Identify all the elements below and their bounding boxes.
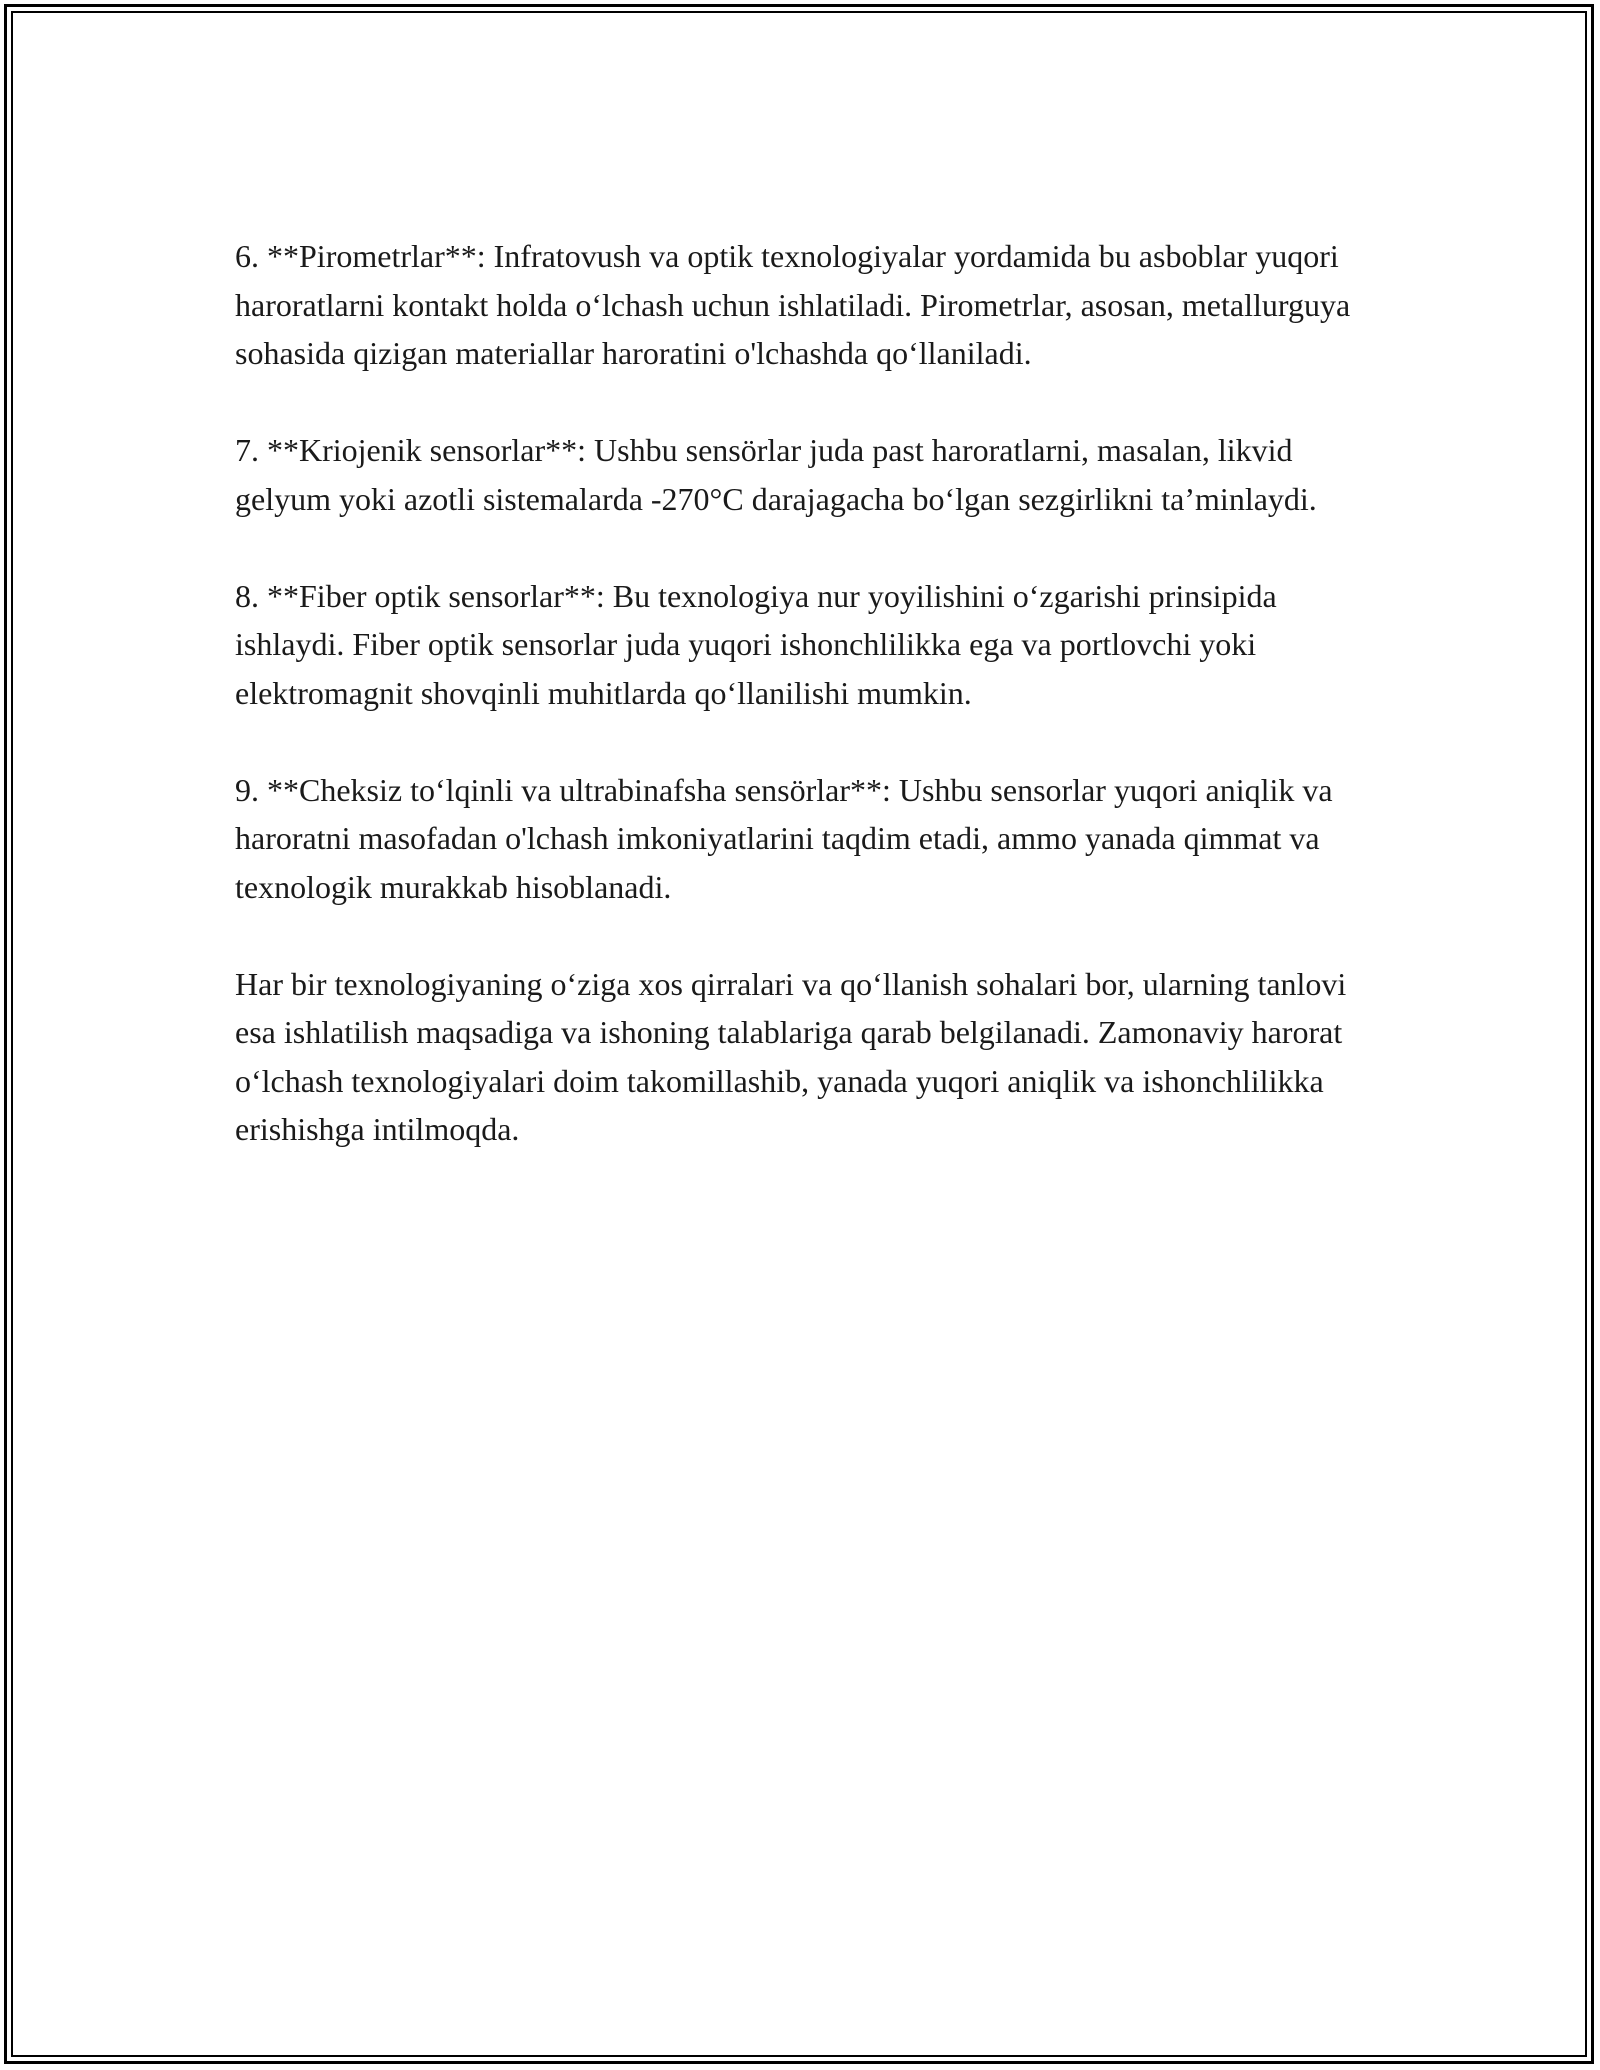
document-body bbox=[235, 232, 1375, 1202]
paragraph-infinite-wave-uv-sensors: 9. **Cheksiz to‘lqinli va ultrabinafsha sensörlar**: Ushbu sensorlar yuqori aniqlik va haroratni masofadan o'lchash imkoniyatlarini taqdim etadi, ammo yanada qimmat va texnologik murakkab hisoblanadi. bbox=[235, 771, 1333, 905]
paragraph-pyrometers: 6. **Pirometrlar**: Infratovush va optik texnologiyalar yordamida bu asboblar yuqori haroratlarni kontakt holda o‘lchash uchun ishlatiladi. Pirometrlar, asosan, metallurguya sohasida qizigan materiallar haroratini o'lchashda qo‘llaniladi. bbox=[235, 238, 1351, 371]
paragraph-cryogenic-sensors: 7. **Kriojenik sensorlar**: Ushbu sensörlar juda past haroratlarni, masalan, likvid gelyum yoki azotli sistemalarda -270°C darajagacha bo‘lgan sezgirlikni ta’minlaydi. bbox=[235, 432, 1317, 517]
paragraph-conclusion: Har bir texnologiyaning o‘ziga xos qirralari va qo‘llanish sohalari bor, ularning tanlovi esa ishlatilish maqsadiga va ishoning talablariga qarab belgilanadi. Zamonaviy harorat o‘lchash texnologiyalari doim takomillashib, yanada yuqori aniqlik va ishonchlilikka erishishga intilmoqda. bbox=[235, 965, 1347, 1147]
paragraph-fiber-optic-sensors: 8. **Fiber optik sensorlar**: Bu texnologiya nur yoyilishini o‘zgarishi prinsipida ishlaydi. Fiber optik sensorlar juda yuqori ishonchlilikka ega va portlovchi yoki elektromagnit shovqinli muhitlarda qo‘llanilishi mumkin. bbox=[235, 577, 1277, 711]
